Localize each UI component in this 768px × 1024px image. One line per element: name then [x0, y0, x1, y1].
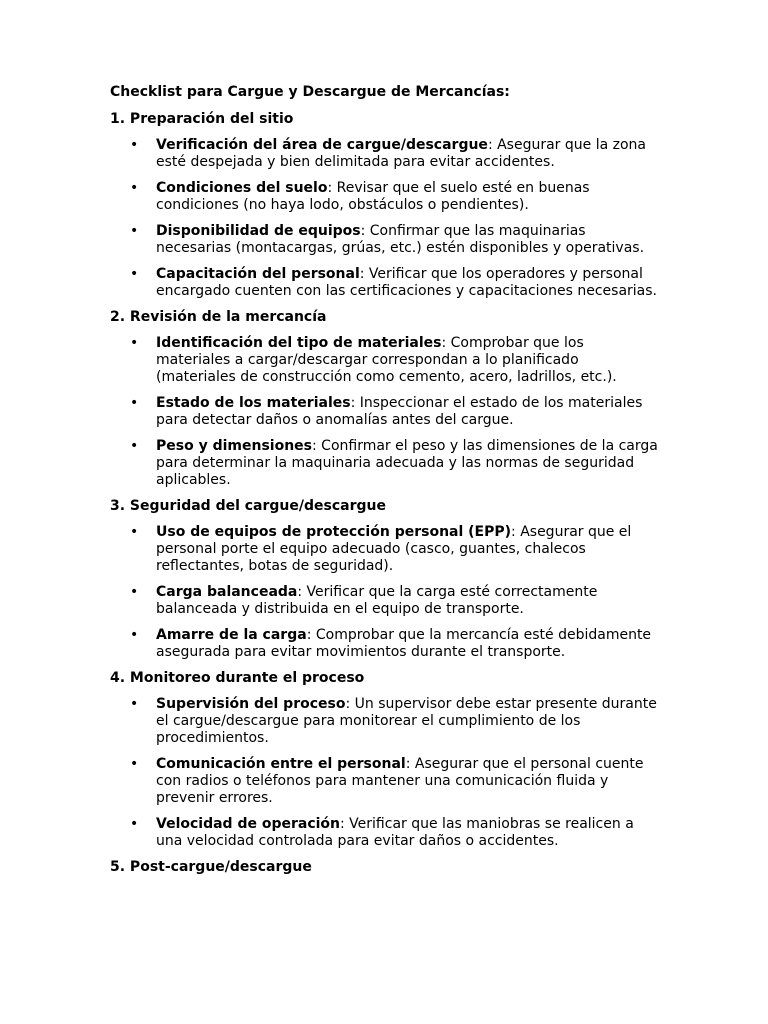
- checklist-items: [110, 137, 670, 300]
- checklist-section: [110, 111, 670, 300]
- section-heading: 5. Post-cargue/descargue: [110, 859, 312, 875]
- item-description: : Verificar que la carga esté correctamente balanceada y distribuida en el equipo de transporte.: [156, 584, 598, 617]
- item-term: Condiciones del suelo: [156, 180, 328, 196]
- bullet-icon: •: [130, 438, 139, 454]
- item-term: Uso de equipos de protección personal (EPP): [156, 524, 512, 540]
- checklist-item: [110, 584, 661, 618]
- bullet-icon: •: [130, 137, 139, 153]
- section-heading: 1. Preparación del sitio: [110, 111, 294, 127]
- item-description: : Verificar que las maniobras se realicen a una velocidad controlada para evitar daños o accidentes.: [156, 816, 634, 849]
- item-description: : Comprobar que los materiales a cargar/descargar correspondan a lo planificado (materiales de construcción como cemento, acero, ladrillos, etc.).: [156, 335, 617, 385]
- section-heading: 4. Monitoreo durante el proceso: [110, 670, 365, 686]
- checklist-items: [110, 335, 670, 489]
- section-heading: 3. Seguridad del cargue/descargue: [110, 498, 386, 514]
- section-heading: 2. Revisión de la mercancía: [110, 309, 327, 325]
- bullet-icon: •: [130, 180, 139, 196]
- checklist-item: [110, 816, 661, 850]
- item-term: Capacitación del personal: [156, 266, 360, 282]
- item-description: : Confirmar el peso y las dimensiones de la carga para determinar la maquinaria adecuada y las normas de seguridad aplicables.: [156, 438, 658, 488]
- item-term: Peso y dimensiones: [156, 438, 312, 454]
- checklist-item: [110, 266, 661, 300]
- checklist-item: [110, 627, 661, 661]
- checklist-item: [110, 180, 661, 214]
- item-term: Velocidad de operación: [156, 816, 341, 832]
- bullet-icon: •: [130, 266, 139, 282]
- item-term: Amarre de la carga: [156, 627, 307, 643]
- checklist-section: [110, 670, 670, 850]
- bullet-icon: •: [130, 756, 139, 772]
- checklist-item: [110, 438, 661, 489]
- item-description: : Inspeccionar el estado de los materiales para detectar daños o anomalías antes del cargue.: [156, 395, 643, 428]
- checklist-item: [110, 756, 661, 807]
- bullet-icon: •: [130, 524, 139, 540]
- item-term: Disponibilidad de equipos: [156, 223, 361, 239]
- checklist-item: [110, 335, 661, 386]
- checklist-item: [110, 524, 661, 575]
- document-page: [110, 84, 670, 885]
- item-description: : Asegurar que la zona esté despejada y bien delimitada para evitar accidentes.: [156, 137, 646, 170]
- item-description: : Revisar que el suelo esté en buenas condiciones (no haya lodo, obstáculos o pendientes).: [156, 180, 590, 213]
- item-description: : Confirmar que las maquinarias necesarias (montacargas, grúas, etc.) estén disponibles y operativas.: [156, 223, 645, 256]
- item-description: : Asegurar que el personal cuente con radios o teléfonos para mantener una comunicación fluida y prevenir errores.: [156, 756, 644, 806]
- item-term: Identificación del tipo de materiales: [156, 335, 442, 351]
- bullet-icon: •: [130, 584, 139, 600]
- item-term: Verificación del área de cargue/descargue: [156, 137, 488, 153]
- item-term: Supervisión del proceso: [156, 696, 346, 712]
- checklist-item: [110, 395, 661, 429]
- bullet-icon: •: [130, 335, 139, 351]
- checklist-section: [110, 309, 670, 489]
- item-term: Comunicación entre el personal: [156, 756, 406, 772]
- checklist-section: [110, 498, 670, 661]
- checklist-items: [110, 524, 670, 661]
- item-term: Estado de los materiales: [156, 395, 351, 411]
- bullet-icon: •: [130, 395, 139, 411]
- bullet-icon: •: [130, 816, 139, 832]
- checklist-item: [110, 137, 661, 171]
- checklist-item: [110, 696, 661, 747]
- item-description: : Verificar que los operadores y personal encargado cuenten con las certificaciones y capacitaciones necesarias.: [156, 266, 657, 299]
- checklist-section: [110, 859, 670, 876]
- checklist-item: [110, 223, 661, 257]
- item-description: : Asegurar que el personal porte el equipo adecuado (casco, guantes, chalecos reflectantes, botas de seguridad).: [156, 524, 632, 574]
- item-description: : Comprobar que la mercancía esté debidamente asegurada para evitar movimientos durante el transporte.: [156, 627, 652, 660]
- item-description: : Un supervisor debe estar presente durante el cargue/descargue para monitorear el cumplimiento de los procedimientos.: [156, 696, 657, 746]
- checklist-items: [110, 696, 670, 850]
- bullet-icon: •: [130, 696, 139, 712]
- bullet-icon: •: [130, 223, 139, 239]
- item-term: Carga balanceada: [156, 584, 298, 600]
- bullet-icon: •: [130, 627, 139, 643]
- checklist-sections: [110, 111, 670, 876]
- document-title: Checklist para Cargue y Descargue de Mercancías:: [110, 84, 510, 100]
